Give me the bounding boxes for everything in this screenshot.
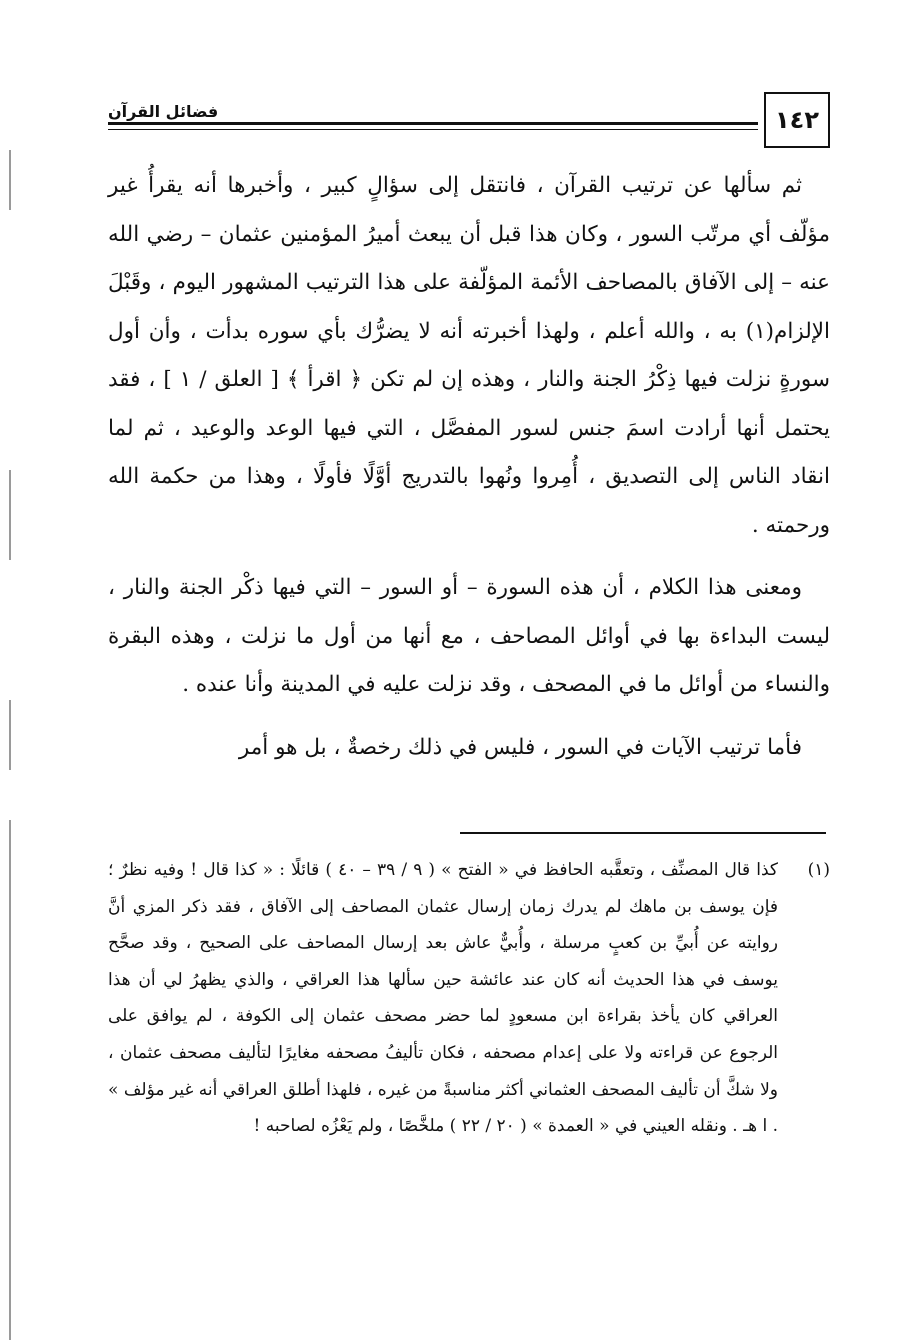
footnote-marker: (١) <box>807 860 830 880</box>
running-title: فضائل القرآن <box>108 102 219 121</box>
page-header <box>108 92 830 158</box>
paragraph: فأما ترتيب الآيات في السور ، فليس في ذلك رخصةٌ ، بل هو أمر <box>238 734 802 760</box>
header-rule-thin <box>108 129 758 130</box>
paragraph: ثم سألها عن ترتيب القرآن ، فانتقل إلى سؤالٍ كبير ، وأخبرها أنه يقرأُ غير مؤلّف أي مرتّب السور ، وكان هذا قبل أن يبعث أميرُ المؤمنين عثمان – رضي الله عنه – إلى الآفاق بالمصاحف الأئمة المؤلّفة على هذا الترتيب المشهور اليوم ، وقَبْلَ الإلزام(١) به ، والله أعلم ، ولهذا أخبرته أنه لا يضرُّك بأي سوره بدأت ، وأن أول سورةٍ نزلت فيها ذِكْرُ الجنة والنار ، وهذه إن لم تكن ﴿ اقرأ ﴾ [ العلق / ١ ] ، فقد يحتمل أنها أرادت اسمَ جنس لسور المفصَّل ، التي فيها الوعد والوعيد ، ثم لما انقاد الناس إلى التصديق ، أُمِروا ونُهوا بالتدريج أوَّلًا فأولًا ، وهذا من حكمة الله ورحمته . <box>108 173 830 538</box>
scan-margin-mark <box>9 820 11 1340</box>
scan-margin-mark <box>9 700 11 770</box>
page-number-box: ١٤٢ <box>764 92 830 148</box>
footnote <box>108 852 830 1145</box>
scan-margin-mark <box>9 470 11 560</box>
footnote-separator <box>460 832 826 834</box>
main-text <box>108 162 830 772</box>
footnote-text: كذا قال المصنِّف ، وتعقَّبه الحافظ في « الفتح » ( ٩ / ٣٩ – ٤٠ ) قائلًا : « كذا قال ! وفيه نظرٌ ؛ فإن يوسف بن ماهك لم يدرك زمان إرسال عثمان المصاحف إلى الآفاق ، فقد ذكر المزي أنَّ روايته عن أُبيِّ بن كعبٍ مرسلة ، وأُبيٌّ عاش بعد إرسال المصاحف على الصحيح ، وقد صحَّح يوسف في هذا الحديث أنه كان عند عائشة حين سألها هذا العراقي ، والذي يظهرُ لي أن هذا العراقي كان يأخذ بقراءة ابن مسعودٍ لما حضر مصحف عثمان إلى الكوفة ، لم يوافق على الرجوع عن قراءته ولا على إعدام مصحفه ، فكان تأليفُ مصحفه مغايرًا لتأليف مصحف عثمان ، ولا شكَّ أن تأليف المصحف العثماني أكثر مناسبةً من غيره ، فلهذا أطلق العراقي أنه غير مؤلف » . ا هـ . ونقله العيني في « العمدة » ( ٢٠ / ٢٢ ) ملخَّصًا ، ولم يَعْزُه لصاحبه ! <box>108 860 778 1137</box>
paragraph: ومعنى هذا الكلام ، أن هذه السورة – أو السور – التي فيها ذكْر الجنة والنار ، ليست البداءة بها في أوائل المصاحف ، مع أنها من أول ما نزلت ، وهذه البقرة والنساء من أوائل ما في المصحف ، وقد نزلت عليه في المدينة وأنا عنده . <box>108 575 830 697</box>
header-rule <box>108 122 758 125</box>
scan-margin-mark <box>9 150 11 210</box>
